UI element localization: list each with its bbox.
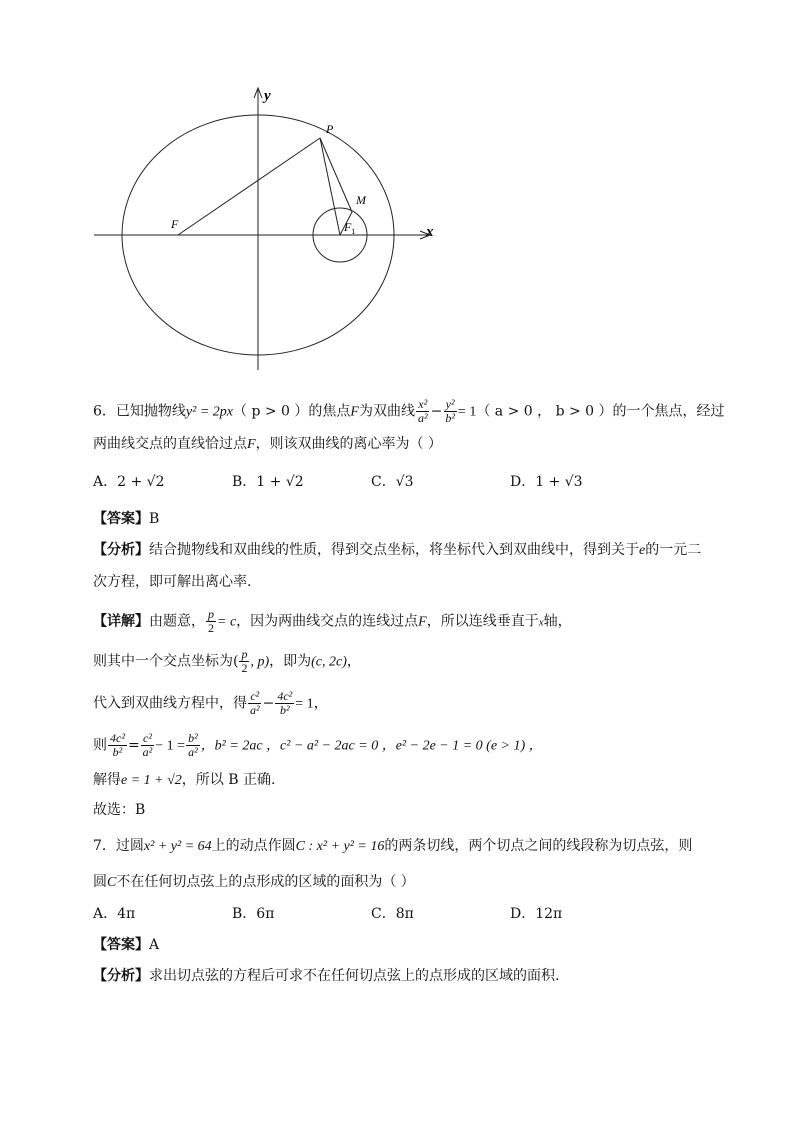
- q6-detail-line5: 解得e = 1 + √2，所以 B 正确.: [93, 772, 276, 788]
- q6-option-a: A．2 + √2: [93, 474, 165, 490]
- segment-FP: [178, 138, 320, 235]
- y-label: y: [264, 88, 271, 104]
- q7-option-b: B．6π: [232, 906, 275, 922]
- q6-line1: 6．已知抛物线y² = 2px（ p > 0 ）的焦点F为双曲线 $\frac{\text{x²}}{\text{a²}}$ − $\frac{\text{y²}}{\text{b²}}$ = 1（ a > 0 ， b > 0 ）的一个焦点，经过: [93, 397, 725, 425]
- q7-line2: 圆C不在任何切点弦上的点形成的区域的面积为（ ）: [93, 874, 415, 890]
- q7-option-d: D．12π: [510, 906, 563, 922]
- q6-detail-line6: 故选：B: [93, 802, 146, 818]
- q7-analysis: 【分析】求出切点弦的方程后可求不在任何切点弦上的点形成的区域的面积.: [93, 968, 560, 984]
- q6-line2: 两曲线交点的直线恰过点F，则该双曲线的离心率为（ ）: [93, 436, 443, 452]
- f-label: F: [171, 217, 179, 231]
- m-label: M: [356, 193, 366, 207]
- q6-answer: 【答案】B: [93, 511, 160, 527]
- q6-option-c: C．√3: [371, 474, 414, 490]
- q7-answer: 【答案】A: [93, 937, 160, 953]
- p-label: P: [326, 122, 334, 136]
- q6-option-b: B．1 + √2: [232, 474, 304, 490]
- q6-detail-line4: 则 $\frac{\text{4c²}}{\text{b²}}$ = $\frac{\text{c²}}{\text{a²}}$ − 1 = $\frac{\text{b²}}{\text{a²}}$ ，b² = 2ac ，c² − a² − 2ac = 0 ，e² − 2e − 1 = 0 (e > 1) ，: [93, 731, 543, 759]
- q6-analysis-line1: 【分析】结合抛物线和双曲线的性质，得到交点坐标，将坐标代入到双曲线中，得到关于e的一元二: [93, 542, 702, 558]
- q7-line1: 7．过圆x² + y² = 64上的动点作圆C : x² + y² = 16的两条切线，两个切点之间的线段称为切点弦，则: [93, 838, 693, 854]
- q6-analysis-line2: 次方程，即可解出离心率.: [93, 574, 252, 590]
- f1-label: $F_1$: [344, 220, 356, 236]
- q6-option-d: D．1 + √3: [510, 474, 583, 490]
- segment-PF1: [320, 138, 340, 235]
- q6-detail-line2: 则其中一个交点坐标为( $\frac{p}{2}$ , p)，即为(c, 2c)，: [93, 647, 361, 675]
- q7-option-c: C．8π: [371, 906, 414, 922]
- segment-PM: [320, 138, 352, 212]
- q7-option-a: A．4π: [93, 906, 136, 922]
- ellipse-figure: [88, 80, 448, 380]
- x-label: x: [426, 224, 434, 240]
- q6-detail-line1: 【详解】由题意， $\frac{p}{2}$ = c，因为两曲线交点的连线过点F，所以连线垂直于x轴，: [93, 607, 572, 635]
- q6-detail-line3: 代入到双曲线方程中，得 $\frac{\text{c²}}{\text{a²}}$ − $\frac{\text{4c²}}{\text{b²}}$ = 1，: [93, 689, 328, 717]
